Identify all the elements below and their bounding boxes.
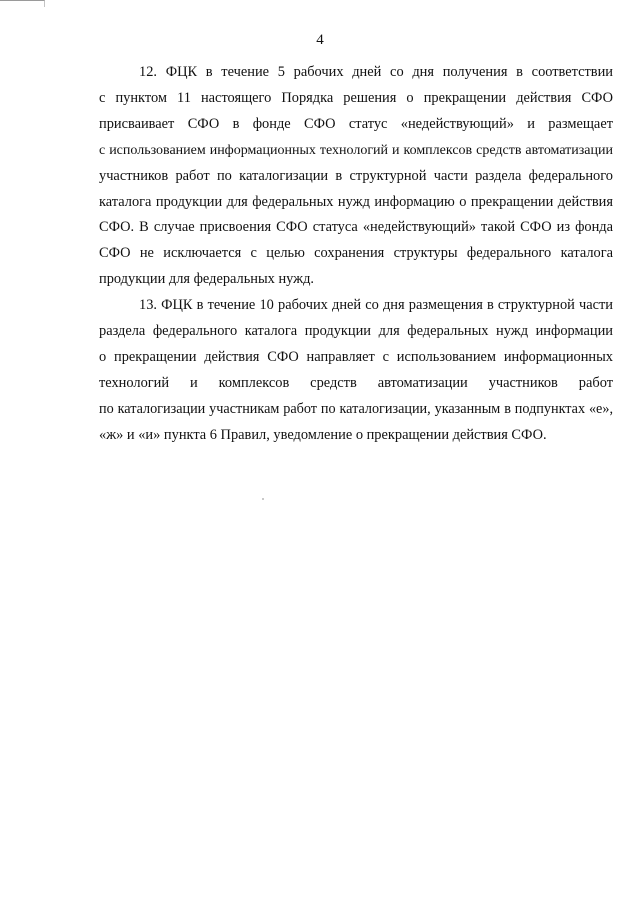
paragraph-line: с пунктом 11 настоящего Порядка решения о прекращении действия СФО xyxy=(99,89,613,106)
paragraph-line: «ж» и «и» пункта 6 Правил, уведомление о прекращении действия СФО. xyxy=(99,426,547,443)
paragraph-line: 12. ФЦК в течение 5 рабочих дней со дня получения в соответствии xyxy=(139,64,613,80)
paragraph-line: каталога продукции для федеральных нужд информацию о прекращении действия xyxy=(99,193,613,210)
paragraph-line: технологий и комплексов средств автоматизации участников работ xyxy=(99,374,613,391)
page-number: 4 xyxy=(316,32,324,48)
paragraph-line: СФО. В случае присвоения СФО статуса «недействующий» такой СФО из фонда xyxy=(99,219,613,236)
paragraph-line: присваивает СФО в фонде СФО статус «недействующий» и размещает xyxy=(99,115,613,132)
paragraph-line: участников работ по каталогизации в структурной части раздела федерального xyxy=(99,167,613,184)
paragraph-line: 13. ФЦК в течение 10 рабочих дней со дня размещения в структурной части xyxy=(139,297,613,314)
paragraph-12 xyxy=(99,60,613,293)
paragraph-line: продукции для федеральных нужд. xyxy=(99,271,315,288)
paragraph-13 xyxy=(99,293,613,448)
paragraph-line: о прекращении действия СФО направляет с использованием информационных xyxy=(99,348,613,365)
paragraph-line: с использованием информационных технологий и комплексов средств автоматизации xyxy=(99,142,613,158)
paragraph-line: СФО не исключается с целью сохранения структуры федерального каталога xyxy=(99,245,613,262)
paragraph-line: по каталогизации участникам работ по каталогизации, указанным в подпунктах «е», xyxy=(99,400,613,417)
scan-speck xyxy=(262,498,264,500)
document-body xyxy=(99,60,613,449)
paragraph-line: раздела федерального каталога продукции для федеральных нужд информации xyxy=(99,323,613,340)
scan-corner-mark xyxy=(0,0,45,7)
